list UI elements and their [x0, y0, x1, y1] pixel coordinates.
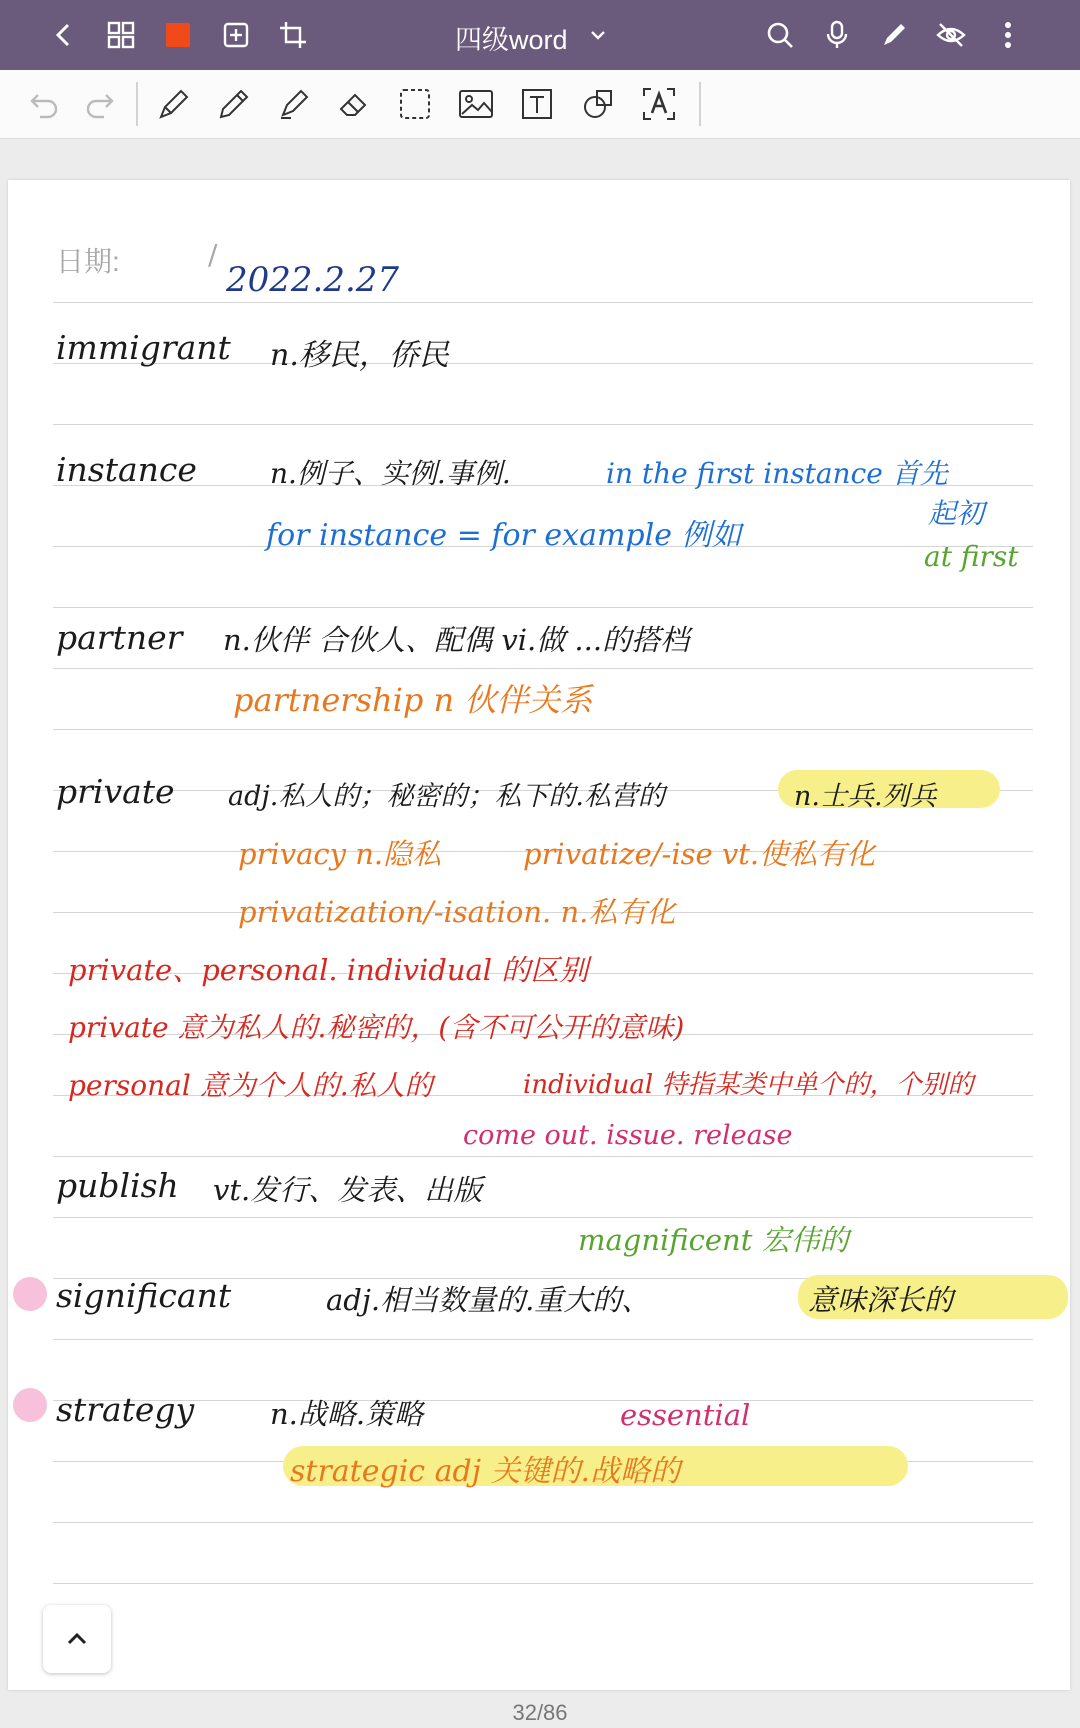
chevron-down-icon[interactable]	[578, 15, 618, 55]
word-strategy: strategy	[56, 1390, 195, 1429]
word-significant: significant	[56, 1276, 232, 1315]
meaning-instance: n.例子、实例.事例.	[270, 457, 511, 490]
meaning-strategy: n.战略.策略	[270, 1397, 424, 1431]
meaning-publish: vt.发行、发表、出版	[213, 1173, 483, 1207]
search-icon[interactable]	[760, 15, 800, 55]
date-value: 2022.2.27	[226, 260, 400, 300]
date-label: 日期:	[56, 246, 120, 277]
undo-icon[interactable]	[24, 84, 64, 124]
meaning-significant: adj.相当数量的.重大的、	[326, 1283, 651, 1317]
color-square-icon[interactable]	[158, 15, 198, 55]
word-private: private	[56, 772, 175, 811]
highlighter-icon[interactable]	[274, 84, 314, 124]
mic-icon[interactable]	[817, 15, 857, 55]
note-difference: private、personal. individual 的区别	[68, 953, 589, 987]
note-personal-meaning: personal 意为个人的.私人的	[68, 1069, 433, 1102]
shapes-icon[interactable]	[578, 84, 618, 124]
synonyms-publish: come out. issue. release	[463, 1120, 793, 1151]
word-instance: instance	[56, 450, 197, 489]
derived-privacy: privacy n.隐私	[238, 837, 442, 871]
phrase-at-first: at first	[924, 540, 1019, 573]
crop-icon[interactable]	[273, 15, 313, 55]
drawing-toolbar	[0, 70, 1080, 139]
redo-icon[interactable]	[80, 84, 120, 124]
ocr-text-icon[interactable]	[639, 84, 679, 124]
meaning-significant-highlight: 意味深长的	[808, 1283, 954, 1317]
note-private-meaning: private 意为私人的.秘密的，(含不可公开的意味)	[68, 1011, 685, 1044]
scroll-up-button[interactable]	[43, 1605, 111, 1673]
date-separator: /	[208, 238, 218, 271]
phrase-in-the-first-instance: in the first instance 首先	[606, 457, 948, 490]
extra-essential: essential	[620, 1398, 751, 1432]
note-page[interactable]	[8, 180, 1070, 1690]
derived-strategic: strategic adj 关键的.战略的	[290, 1454, 681, 1489]
document-title[interactable]: 四级word	[455, 25, 568, 55]
phrase-for-instance: for instance = for example 例如	[266, 518, 742, 553]
more-icon[interactable]	[988, 15, 1028, 55]
meaning-immigrant: n.移民，侨民	[270, 338, 449, 373]
word-partner: partner	[56, 618, 183, 657]
pink-marker-dot	[13, 1388, 47, 1422]
image-icon[interactable]	[456, 84, 496, 124]
phrase-qichu: 起初	[928, 497, 985, 530]
note-individual-meaning: individual 特指某类中单个的，个别的	[523, 1070, 974, 1100]
derived-partnership: partnership n 伙伴关系	[233, 681, 593, 719]
derived-privatize: privatize/-ise vt.使私有化	[523, 837, 876, 871]
meaning-partner: n.伙伴 合伙人、配偶 vi.做 ...的搭档	[223, 623, 690, 657]
pink-marker-dot	[13, 1277, 47, 1311]
top-app-bar	[0, 0, 1080, 70]
word-publish: publish	[56, 1166, 179, 1205]
lasso-select-icon[interactable]	[395, 84, 435, 124]
add-page-icon[interactable]	[216, 15, 256, 55]
eye-off-icon[interactable]	[931, 15, 971, 55]
pen-icon[interactable]	[874, 15, 914, 55]
page-indicator: 32/86	[512, 1700, 568, 1725]
meaning-private: adj.私人的；秘密的；私下的.私营的	[228, 781, 665, 812]
word-immigrant: immigrant	[56, 328, 231, 367]
derived-privatization: privatization/-isation. n.私有化	[238, 895, 676, 929]
grid-icon[interactable]	[101, 15, 141, 55]
pen-tool-icon[interactable]	[214, 84, 254, 124]
meaning-private-noun: n.士兵.列兵	[794, 781, 937, 812]
text-box-icon[interactable]	[517, 84, 557, 124]
back-icon[interactable]	[44, 15, 84, 55]
synonym-magnificent: magnificent 宏伟的	[578, 1223, 849, 1257]
chevron-up-icon	[64, 1626, 90, 1652]
fountain-pen-icon[interactable]	[154, 84, 194, 124]
eraser-icon[interactable]	[334, 84, 374, 124]
